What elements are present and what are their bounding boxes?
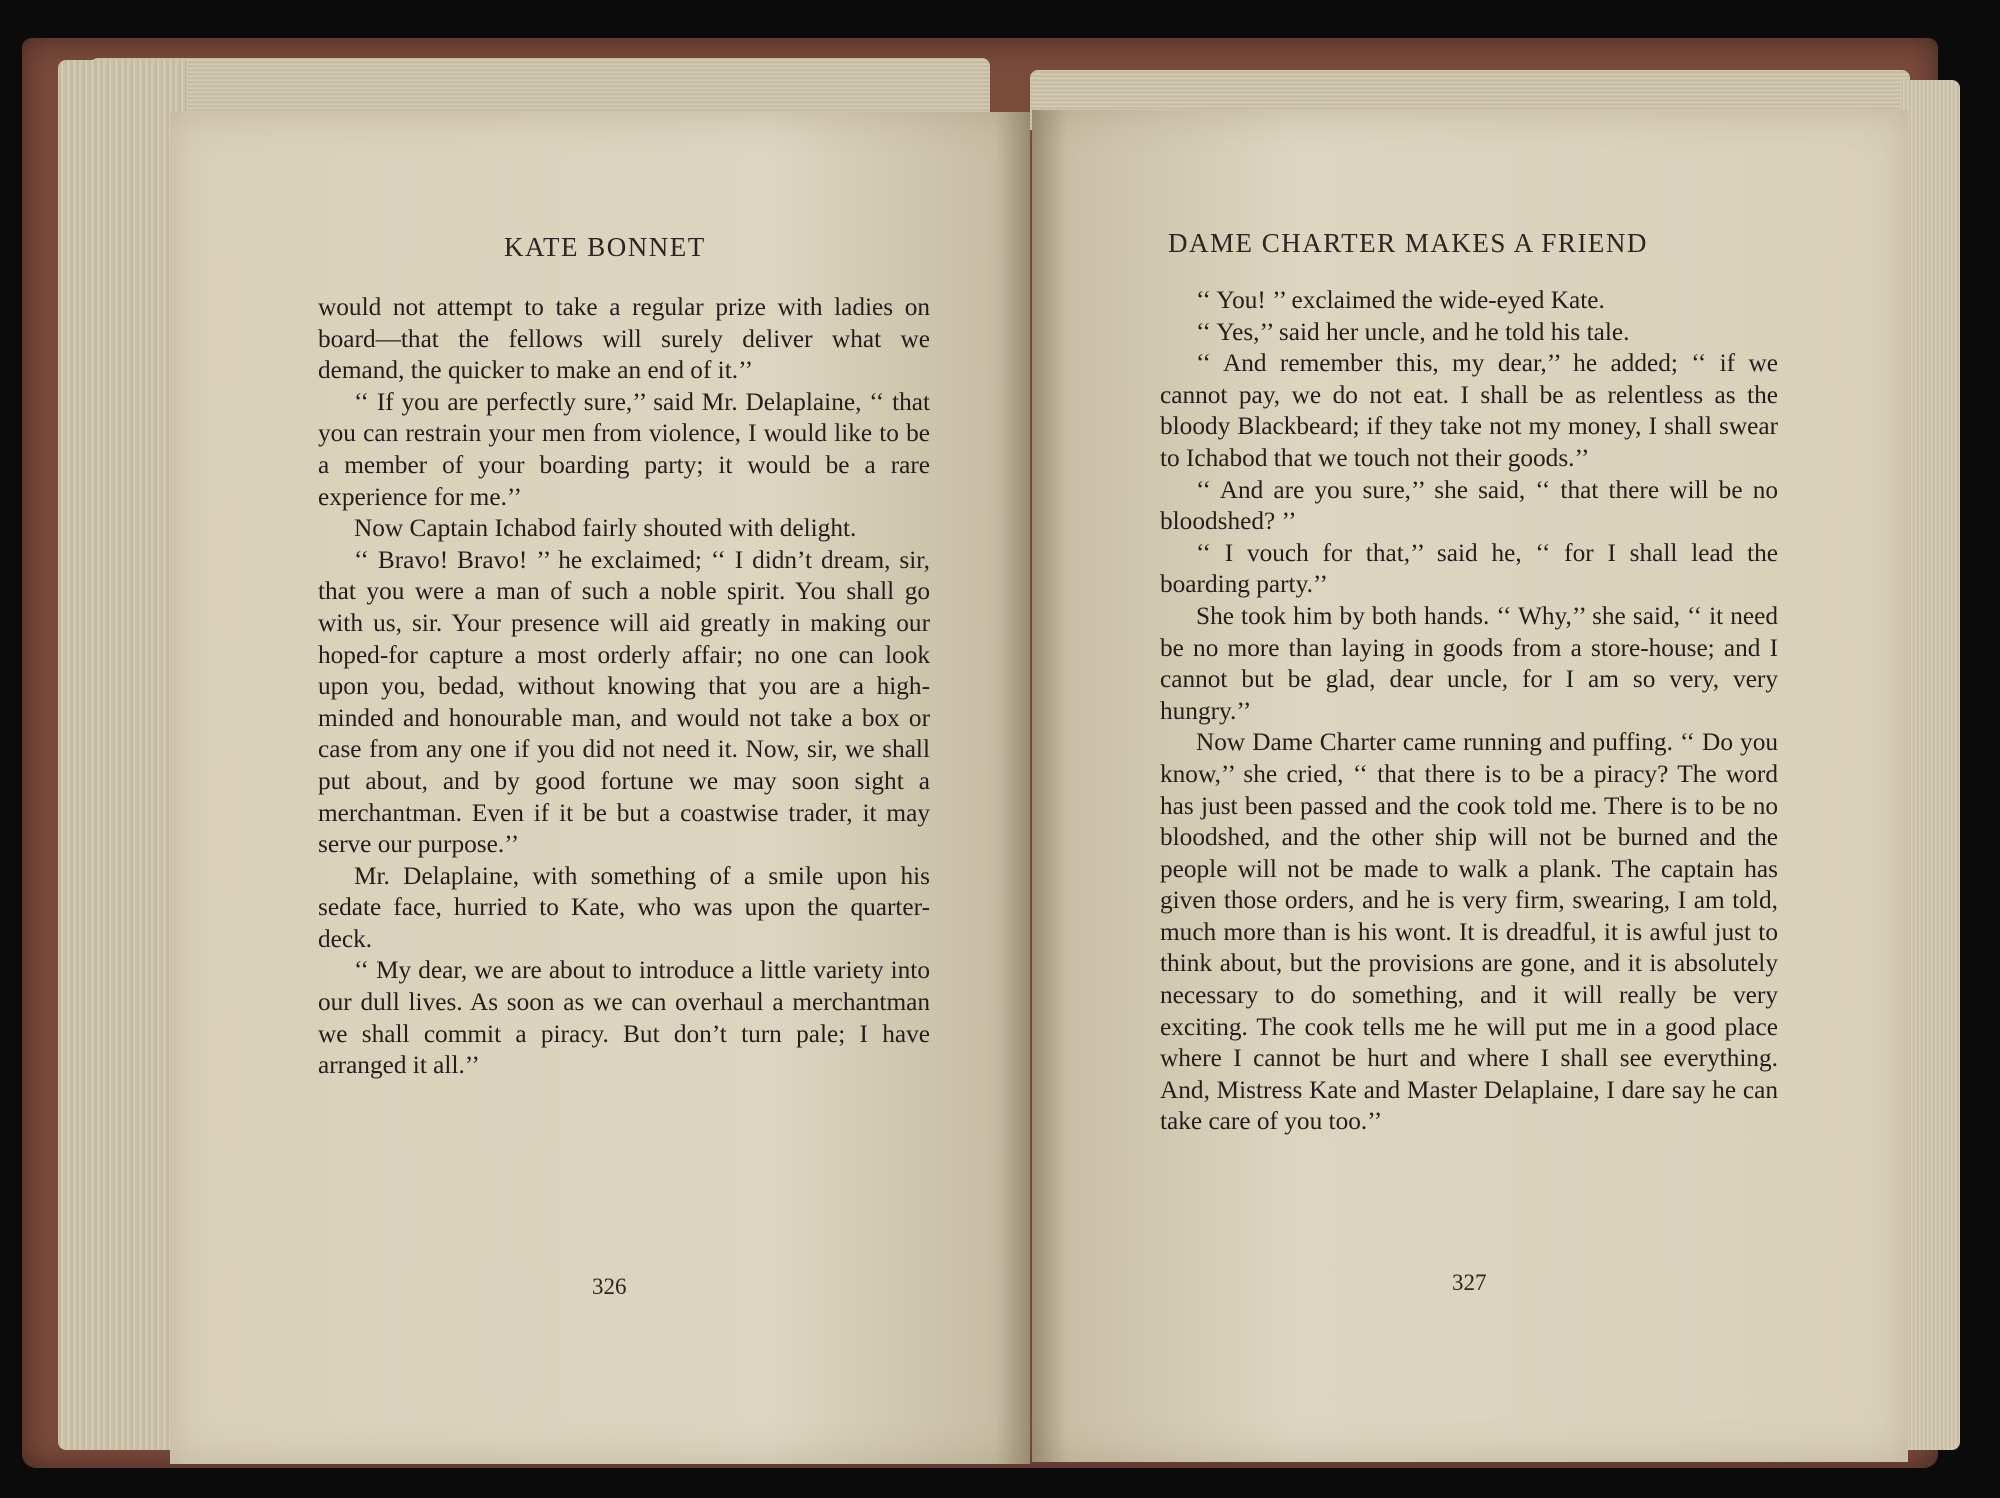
right-paragraph-6: She took him by both hands. ‘‘ Why,’’ she said, ‘‘ it need be no more than laying in goods from a store-house; and I cannot but be glad, dear uncle, for I am so very, very hungry.’’: [1160, 601, 1778, 725]
left-page: [170, 112, 1030, 1464]
page-edges-left: [58, 60, 188, 1450]
left-paragraph-2: ‘‘ If you are perfectly sure,’’ said Mr. Delaplaine, ‘‘ that you can restrain your men from violence, I would like to be a member of your boarding party; it would be a rare experience for me.’’: [318, 387, 930, 511]
right-paragraph-5: ‘‘ I vouch for that,’’ said he, ‘‘ for I shall lead the boarding party.’’: [1160, 538, 1778, 599]
left-running-head: KATE BONNET: [504, 232, 706, 262]
left-paragraph-1: would not attempt to take a regular prize with ladies on board—that the fellows will surely deliver what we demand, the quicker to make an end of it.’’: [318, 293, 930, 385]
left-body-text: [318, 292, 930, 1082]
right-page-number: 327: [1452, 1270, 1487, 1295]
left-paragraph-6: ‘‘ My dear, we are about to introduce a little variety into our dull lives. As soon as we can overhaul a merchantman we shall commit a piracy. But don’t turn pale; I have arranged it all.’’: [318, 956, 930, 1080]
right-paragraph-3: ‘‘ And remember this, my dear,’’ he added; ‘‘ if we cannot pay, we do not eat. I shall be as relentless as the bloody Blackbeard; if they take not my money, I shall swear to Ichabod that we touch not their goods.’’: [1160, 349, 1778, 472]
left-paragraph-4: ‘‘ Bravo! Bravo! ’’ he exclaimed; ‘‘ I didn’t dream, sir, that you were a man of such a noble spirit. You shall go with us, sir. Your presence will aid greatly in making our hoped-for capture a most orderly affair; no one can look upon you, bedad, without knowing that you are a high-minded and honourable man, and would not take a box or case from any one if you did not need it. Now, sir, we shall put about, and by good fortune we may soon sight a merchantman. Even if it be but a coastwise trader, it may serve our purpose.’’: [318, 545, 930, 859]
page-edges-right: [1900, 80, 1960, 1450]
right-paragraph-4: ‘‘ And are you sure,’’ she said, ‘‘ that there will be no bloodshed? ’’: [1160, 475, 1778, 536]
left-paragraph-5: Mr. Delaplaine, with something of a smile upon his sedate face, hurried to Kate, who was upon the quarter-deck.: [318, 861, 930, 953]
right-page: [1032, 110, 1908, 1462]
right-paragraph-7: Now Dame Charter came running and puffing. ‘‘ Do you know,’’ she cried, ‘‘ that there is to be a piracy? The word has just been passed and the cook told me. There is to be no bloodshed, and the other ship will not be burned and the people will not be made to walk a plank. The captain has given those orders, and he is very firm, swearing, I am told, much more than is his wont. It is dreadful, it is awful just to think about, but the provisions are gone, and it is absolutely necessary to do something, and it will really be very exciting. The cook tells me he will put me in a good place where I cannot be hurt and where I shall see everything. And, Mistress Kate and Master Delaplaine, I dare say he can take care of you too.’’: [1160, 728, 1778, 1136]
right-paragraph-1: ‘‘ You! ’’ exclaimed the wide-eyed Kate.: [1196, 286, 1605, 314]
right-paragraph-2: ‘‘ Yes,’’ said her uncle, and he told his tale.: [1196, 317, 1630, 346]
left-paragraph-3: Now Captain Ichabod fairly shouted with delight.: [354, 514, 857, 543]
right-body-text: [1160, 285, 1778, 1138]
left-page-number: 326: [592, 1274, 627, 1299]
right-running-head: DAME CHARTER MAKES A FRIEND: [1168, 228, 1648, 258]
